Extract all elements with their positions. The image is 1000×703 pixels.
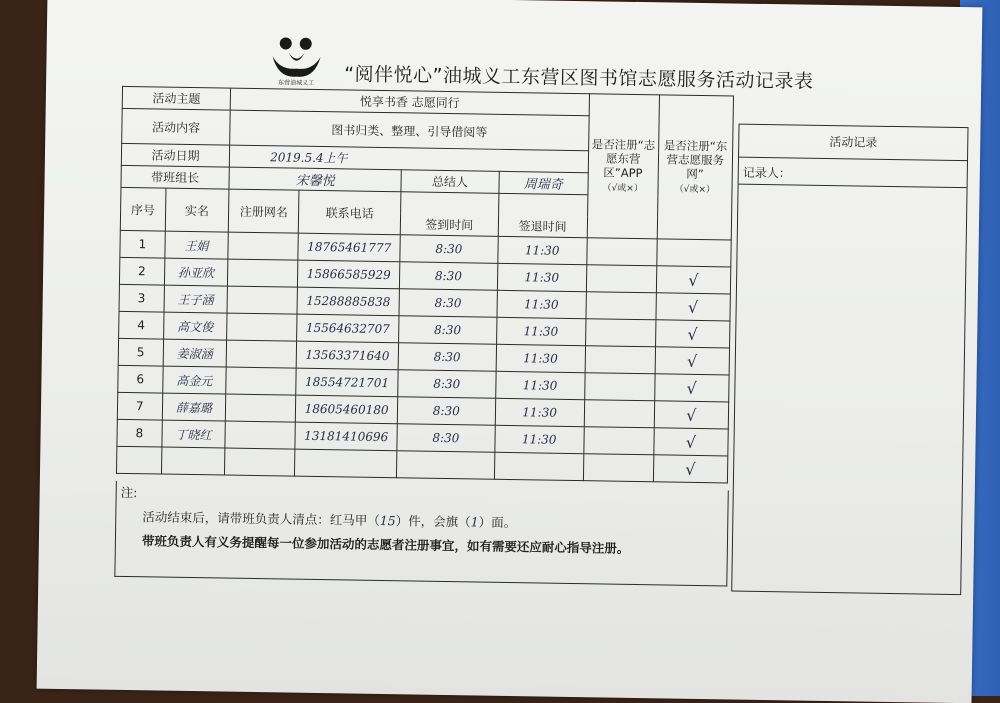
row-app-registered: [587, 238, 657, 266]
col-username-header: 注册网名: [228, 189, 299, 233]
checkout-header-top: [498, 193, 587, 216]
row-index: [117, 392, 162, 420]
row-checkin-text: 8:30: [432, 430, 460, 446]
row-name: [164, 285, 228, 313]
row-index-text: 1: [138, 237, 147, 252]
row-app-registered: [586, 292, 656, 320]
app-registered-header: [587, 94, 659, 239]
leader-value: [229, 167, 401, 192]
row-name-text: 王娟: [184, 238, 209, 253]
row-index-text: 5: [136, 345, 145, 360]
net-registered-hint: （√或×）: [674, 184, 716, 195]
row-phone: [298, 233, 400, 262]
row-username: [225, 421, 295, 449]
app-registered-label: 是否注册“志愿东营区”APP: [591, 136, 656, 180]
row-checkin-text: 8:30: [434, 295, 462, 311]
page-title: “阅伴悦心”油城义工东营区图书馆志愿服务活动记录表: [344, 63, 814, 93]
row-index: [118, 365, 163, 393]
row-phone-text: 13563371640: [305, 347, 390, 364]
record-title: 活动记录: [739, 125, 967, 162]
row-index: [119, 257, 164, 285]
row-checkin: [398, 370, 496, 399]
summarizer-value: [499, 171, 588, 194]
row-phone-text: 15564632707: [305, 320, 390, 337]
row-checkin-text: 8:30: [432, 403, 460, 419]
row-app-registered: [585, 346, 655, 374]
row-name-text: 姜淑涵: [176, 346, 213, 361]
row-phone: [296, 368, 398, 397]
row-phone-text: 13181410696: [304, 428, 389, 445]
app-registered-hint: （√或×）: [602, 182, 643, 194]
row-phone-text: 18765461777: [307, 239, 392, 256]
row-index: [116, 446, 161, 474]
row-checkin: [397, 397, 495, 426]
row-checkout-text: 11:30: [523, 324, 559, 339]
row-checkout-text: 11:30: [522, 378, 558, 393]
row-index-text: 3: [137, 291, 146, 306]
col-name-header: 实名: [165, 188, 229, 232]
recorder-label: 记录人：: [739, 158, 967, 189]
row-checkin: [399, 289, 497, 318]
content-label: 活动内容: [122, 108, 231, 145]
row-app-registered: [584, 427, 654, 455]
row-checkin: [396, 451, 494, 480]
col-index-header: 序号: [120, 187, 165, 231]
row-index: [120, 230, 165, 258]
row-name: [162, 393, 226, 421]
row-net-registered-text: √: [688, 270, 699, 290]
row-net-registered-text: √: [685, 459, 696, 479]
activity-record-panel: [731, 124, 968, 596]
row-app-registered: [584, 400, 654, 428]
leader-handwriting: 宋馨悦: [295, 173, 335, 190]
row-name: [164, 231, 228, 259]
notes-line-1-prefix: 活动结束后，请带班负责人清点：红马甲（: [142, 509, 380, 528]
row-net-registered: [654, 428, 729, 456]
notes-line-2: 带班负责人有义务提醒每一位参加活动的志愿者注册事宜，如有需要还应耐心指导注册。: [141, 533, 630, 556]
row-checkout-text: 11:30: [522, 405, 558, 420]
row-net-registered-text: √: [686, 405, 697, 425]
row-checkout: [494, 452, 584, 480]
row-index-text: 4: [137, 318, 146, 333]
row-phone-text: 15866585929: [306, 266, 391, 283]
vest-count: 15: [379, 512, 396, 529]
notes-line-1-mid: ）件，会旗（: [395, 513, 471, 530]
row-index-text: 6: [136, 372, 145, 387]
row-checkout: [495, 398, 585, 426]
row-net-registered: [656, 293, 731, 321]
notes-line-1: [142, 507, 516, 531]
row-username: [226, 340, 296, 368]
row-net-registered: [654, 401, 729, 429]
row-index: [117, 419, 162, 447]
row-index: [118, 338, 163, 366]
theme-value: 悦享书香 志愿同行: [230, 88, 589, 116]
volunteer-rows: [116, 230, 731, 483]
row-index-text: 7: [135, 399, 144, 414]
col-checkin-header: 签到时间: [400, 213, 498, 236]
row-phone: [295, 422, 397, 451]
row-checkin: [400, 235, 498, 264]
row-checkin-text: 8:30: [433, 322, 462, 338]
row-checkout: [494, 425, 584, 453]
row-net-registered-text: √: [685, 432, 697, 452]
row-checkin-text: 8:30: [433, 376, 461, 392]
row-phone: [297, 314, 399, 343]
row-checkin: [398, 343, 496, 372]
row-checkin-text: 8:30: [435, 241, 463, 257]
row-checkout-text: 11:30: [523, 297, 559, 312]
row-phone: [296, 395, 398, 424]
row-index: [119, 311, 164, 339]
volunteer-logo: [268, 34, 325, 87]
row-net-registered: [657, 239, 732, 267]
row-name: [163, 339, 227, 367]
row-checkout-text: 11:30: [524, 270, 560, 285]
row-index-text: 2: [138, 264, 146, 279]
row-name-text: 王子涵: [177, 292, 214, 307]
notes-label: 注:: [120, 484, 138, 501]
row-name-text: 孙亚欣: [177, 265, 215, 280]
row-phone-text: 15288885838: [306, 293, 391, 310]
checkin-header-top: [401, 192, 499, 215]
row-checkin-text: 8:30: [434, 268, 463, 284]
row-checkin: [399, 316, 497, 345]
row-name: [163, 312, 227, 340]
theme-label: 活动主题: [122, 86, 231, 110]
summarizer-label: 总结人: [401, 170, 499, 194]
row-net-registered: [654, 374, 729, 402]
row-name: [161, 420, 225, 448]
row-username: [228, 232, 298, 260]
row-checkin-text: 8:30: [433, 349, 461, 365]
row-app-registered: [583, 454, 653, 482]
row-checkout: [497, 236, 587, 264]
row-phone: [295, 449, 397, 478]
row-index-text: 8: [135, 426, 144, 441]
row-net-registered: [655, 347, 730, 375]
row-net-registered: [655, 320, 730, 348]
col-checkout-header: 签退时间: [498, 215, 587, 238]
activity-form-table: [116, 86, 734, 484]
row-name-text: 高金元: [176, 373, 213, 388]
row-index: [119, 284, 164, 312]
row-checkin: [399, 262, 497, 291]
net-registered-header: [657, 95, 734, 240]
date-handwriting: 2019.5.4上午: [270, 150, 348, 166]
row-app-registered: [584, 373, 654, 401]
row-net-registered: [653, 455, 728, 483]
notes-line-1-suffix: ）面。: [478, 514, 517, 531]
row-username: [227, 313, 297, 341]
row-username: [225, 448, 295, 476]
row-checkout: [496, 317, 586, 345]
row-net-registered: [656, 266, 731, 294]
record-sheet: [37, 0, 983, 703]
row-checkin: [397, 424, 495, 453]
row-checkout: [497, 263, 587, 291]
row-phone: [298, 260, 400, 289]
row-name-text: 薛嘉璐: [175, 400, 213, 415]
row-app-registered: [586, 265, 656, 293]
row-username: [226, 394, 296, 422]
flag-count: 1: [470, 514, 479, 530]
row-name: [162, 366, 226, 394]
row-name: [161, 447, 225, 475]
row-checkout-text: 11:30: [521, 432, 557, 447]
row-checkout-text: 11:30: [524, 243, 560, 258]
row-checkout: [496, 344, 586, 372]
row-username: [227, 286, 297, 314]
date-label: 活动日期: [121, 143, 230, 167]
row-net-registered-text: √: [687, 297, 699, 317]
logo-caption: 东营油城义工: [278, 79, 315, 87]
col-phone-header: 联系电话: [298, 190, 400, 235]
row-net-registered-text: √: [686, 351, 698, 371]
row-net-registered-text: √: [687, 324, 698, 344]
row-app-registered: [585, 319, 655, 347]
row-name-text: 丁晓红: [175, 427, 212, 442]
row-name-text: 高文俊: [177, 319, 214, 334]
summarizer-handwriting: 周瑞奇: [523, 177, 563, 193]
net-registered-label: 是否注册“东营志愿服务网”: [663, 137, 728, 181]
row-username: [226, 367, 296, 395]
row-net-registered-text: √: [686, 378, 697, 398]
row-checkout: [497, 290, 587, 318]
row-checkout: [495, 371, 585, 399]
content-value: 图书归类、整理、引导借阅等: [230, 110, 589, 151]
row-phone-text: 18605460180: [304, 401, 389, 418]
row-name: [164, 258, 228, 286]
notes-section: [114, 481, 728, 587]
row-phone: [297, 287, 399, 316]
row-phone: [296, 341, 398, 370]
leader-label: 带班组长: [121, 165, 230, 189]
row-phone-text: 18554721701: [304, 374, 390, 391]
row-checkout-text: 11:30: [523, 351, 558, 366]
row-username: [228, 259, 298, 287]
